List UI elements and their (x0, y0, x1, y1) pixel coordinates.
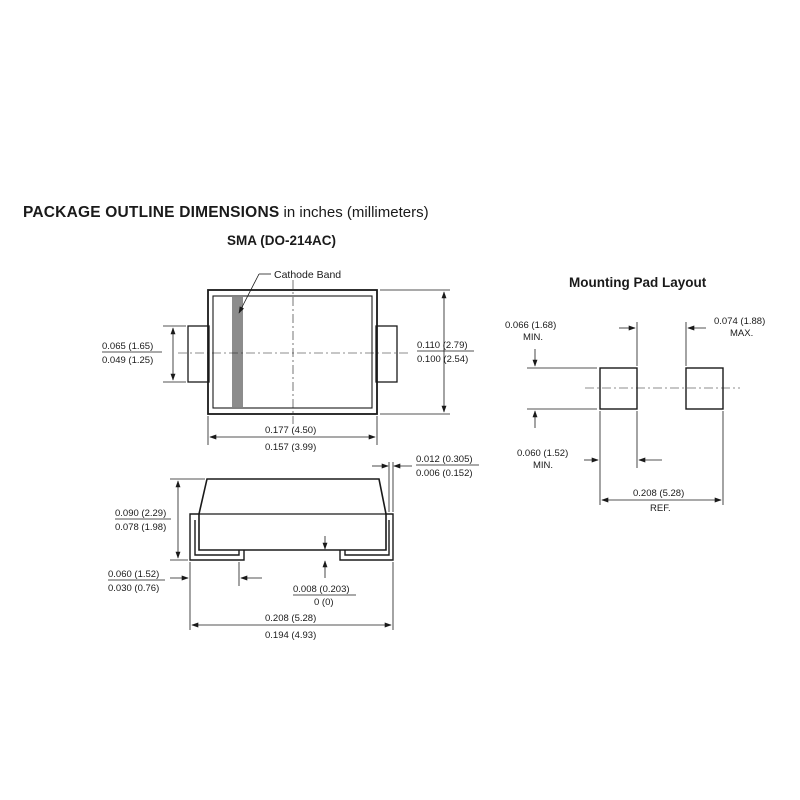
standoff-min: 0 (0) (314, 597, 334, 608)
cathode-band-label: Cathode Band (274, 269, 342, 281)
overall-length-min: 0.194 (4.93) (265, 630, 317, 641)
side-view (108, 454, 479, 641)
pad-width-note: MAX. (730, 328, 754, 339)
package-name: SMA (DO-214AC) (227, 233, 337, 248)
pad-right (686, 368, 723, 409)
pad-width-value: 0.074 (1.88) (714, 316, 766, 327)
heading-bold: PACKAGE OUTLINE DIMENSIONS (23, 204, 280, 221)
body-height-min: 0.100 (2.54) (417, 354, 469, 365)
pad-length-value: 0.060 (1.52) (517, 448, 569, 459)
standoff-max: 0.008 (0.203) (293, 584, 350, 595)
pad-pitch-note: REF. (650, 503, 671, 514)
pad-layout-title: Mounting Pad Layout (569, 275, 707, 290)
foot-length-max: 0.060 (1.52) (108, 569, 160, 580)
overall-length-max: 0.208 (5.28) (265, 613, 317, 624)
cathode-band (232, 297, 243, 407)
side-view-lead-left (190, 514, 244, 560)
body-length-max: 0.177 (4.50) (265, 425, 317, 436)
pad-length-note: MIN. (533, 460, 554, 471)
pad-pitch-value: 0.208 (5.28) (633, 488, 685, 499)
side-view-lead-right (340, 514, 393, 560)
top-view-lead-left (188, 326, 209, 382)
foot-length-min: 0.030 (0.76) (108, 583, 160, 594)
height-max: 0.090 (2.29) (115, 508, 167, 519)
body-length-min: 0.157 (3.99) (265, 442, 317, 453)
pad-left (600, 368, 637, 409)
height-min: 0.078 (1.98) (115, 522, 167, 533)
lead-height-min: 0.049 (1.25) (102, 355, 154, 366)
top-view (102, 269, 474, 453)
lead-height-max: 0.065 (1.65) (102, 341, 154, 352)
body-height-max: 0.110 (2.79) (417, 340, 468, 351)
heading-units: in inches (millimeters) (279, 204, 429, 221)
lead-thickness-min: 0.006 (0.152) (416, 468, 473, 479)
pad-layout (505, 316, 765, 514)
pad-height-value: 0.066 (1.68) (505, 320, 557, 331)
top-view-lead-right (376, 326, 397, 382)
lead-thickness-max: 0.012 (0.305) (416, 454, 473, 465)
pad-height-note: MIN. (523, 332, 544, 343)
cathode-leader-arrow (239, 274, 259, 313)
